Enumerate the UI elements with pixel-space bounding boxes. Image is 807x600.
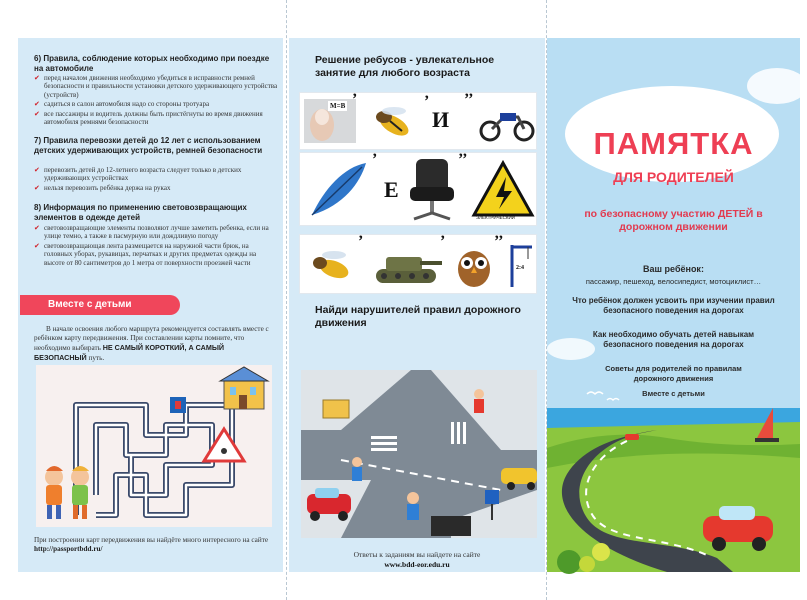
intro-emphasis: НЕ САМЫЙ КОРОТКИЙ, А САМЫЙ БЕЗОПАСНЫЙ — [34, 343, 225, 362]
section-6-title: 6) Правила, соблюдение которых необходимо при поездке на автомобиле — [34, 54, 270, 73]
bird-icon — [587, 392, 619, 400]
wasp-icon — [362, 99, 422, 143]
rebus-comma: ’ — [352, 91, 358, 108]
section-7-list — [34, 166, 278, 193]
list-item: ✔ перевозить детей до 12-летнего возраста следует только в детских удерживающих устройствах — [34, 166, 278, 183]
route-maze-illustration — [36, 365, 272, 527]
rebus-quote: ’’ — [494, 233, 504, 250]
rebus-comma: ’ — [372, 151, 378, 168]
sign-caption: ЭЛЕКТРИЧЕСКИЙ — [476, 215, 515, 220]
info-teach: Как необходимо обучать детей навыкам безопасного поведения на дорогах — [592, 330, 755, 349]
section-8-list — [34, 224, 278, 268]
fold-line — [286, 0, 287, 600]
section-7-title: 7) Правила перевозки детей до 12 лет с использованием детских удерживающих устройств, ремней безопасности — [34, 136, 263, 155]
school-building-icon — [220, 367, 268, 409]
maps-note: При построении карт передвижения вы найдёте много интересного на сайте http://passportbdd.ru/ — [34, 536, 269, 553]
violators-title: Найди нарушителей правил дорожного движения — [315, 304, 521, 329]
list-item: ✔ перед началом движения необходимо убедиться в исправности ремней безопасности и правильности установки детского удерживающего устройства (устройств) — [34, 74, 278, 99]
wasp-icon — [304, 241, 358, 285]
list-item: ✔ световозвращающие элементы позволяют лучше заметить ребенка, если на улице темно, а также в пасмурную или дождливую погоду — [34, 224, 278, 241]
rebus-comma: ’ — [358, 233, 364, 250]
list-item: ✔ световозвращающая лента размещается на наружной части брюк, на головных уборах, рукавицах, перчатках и других предметах одежды на высоте от 80 сантиметров до 1 метра от поверхности проезжей части — [34, 242, 278, 267]
owl-icon — [452, 241, 496, 285]
route-intro: В начале освоения любого маршрута рекомендуется составлять вместе с ребёнком карту передвижения. При составлении карты помните, что необходимо выбирать НЕ САМЫЙ КОРОТКИЙ, А САМЫЙ БЕЗОПАСНЫЙ путь. — [34, 325, 269, 362]
crane-icon — [506, 241, 534, 285]
pedestrian-icon — [474, 389, 484, 413]
tank-icon — [370, 241, 442, 285]
passport-link[interactable]: http://passportbdd.ru/ — [34, 545, 103, 553]
panel-puzzles — [289, 38, 545, 572]
section-8-title: 8) Информация по применению световозвращающих элементов в одежде детей — [34, 203, 247, 222]
info-child-text: пассажир, пешеход, велосипедист, мотоциклист… — [585, 277, 762, 286]
pedestrian-icon — [407, 492, 419, 520]
electric-hazard-sign-icon — [472, 159, 534, 203]
rebus-row-3 — [299, 234, 537, 294]
together-banner: Вместе с детьми — [20, 295, 180, 315]
rebus-row-2 — [299, 152, 537, 226]
section-6-list — [34, 74, 278, 127]
rebus-title: Решение ребусов - увлекательное занятие для любого возраста — [315, 54, 495, 79]
rebus-comma: ’ — [424, 93, 430, 110]
motorcycle-icon — [478, 99, 536, 143]
info-tips: Советы для родителей по правилам дорожного движения — [605, 364, 742, 383]
rebus-row-1 — [299, 92, 537, 150]
list-item: ✔ нельзя перевозить ребёнка держа на руках — [34, 184, 278, 192]
rebus-comma: ’ — [440, 233, 446, 250]
rebus-formula: М=В — [330, 102, 346, 110]
answers-link[interactable]: www.bdd-eor.edu.ru — [384, 560, 450, 569]
rebus-quote: ’’ — [458, 151, 468, 168]
underpass-icon — [431, 516, 471, 536]
rebus-letter: Е — [384, 177, 399, 202]
distant-car-icon — [625, 434, 639, 440]
maze-graphic — [36, 365, 272, 527]
cloud — [747, 68, 807, 104]
cover-title: ПАМЯТКА — [593, 126, 754, 161]
answers-note: Ответы к заданиям вы найдете на сайте www.bdd-eor.edu.ru — [353, 550, 481, 569]
rebus-letter: И — [432, 107, 450, 132]
info-learn: Что ребёнок должен усвоить при изучении правил безопасного поведения на дорогах — [572, 296, 775, 315]
intersection-graphic — [301, 370, 537, 538]
children-illustration — [45, 466, 89, 519]
cover-subtitle: ДЛЯ РОДИТЕЛЕЙ — [613, 169, 734, 185]
list-item: ✔ садиться в салон автомобиля надо со стороны тротуара — [34, 100, 278, 108]
kiosk-icon — [323, 400, 349, 418]
armchair-icon — [404, 157, 460, 201]
info-child-title: Ваш ребёнок: — [643, 264, 704, 274]
rebus-quote: ’’ — [464, 91, 474, 108]
feather-icon — [304, 159, 370, 203]
road-scene-illustration — [301, 370, 537, 538]
rebus-fraction: 2:4 — [516, 265, 524, 271]
pedestrian-icon — [352, 457, 362, 481]
hashtag-label: #БезопаснаяДорогаДетям — [605, 578, 742, 590]
list-item: ✔ все пассажиры и водитель должны быть пристёгнуты во время движения автомобиля ремнями безопасности — [34, 110, 278, 127]
crosswalk-sign-icon — [485, 490, 499, 504]
road-landscape-illustration — [547, 388, 800, 572]
info-together: Вместе с детьми — [642, 389, 705, 398]
panel-cover — [547, 38, 800, 590]
cover-description: по безопасному участию ДЕТЕЙ в дорожном движении — [584, 208, 763, 233]
fold-line — [546, 0, 547, 600]
